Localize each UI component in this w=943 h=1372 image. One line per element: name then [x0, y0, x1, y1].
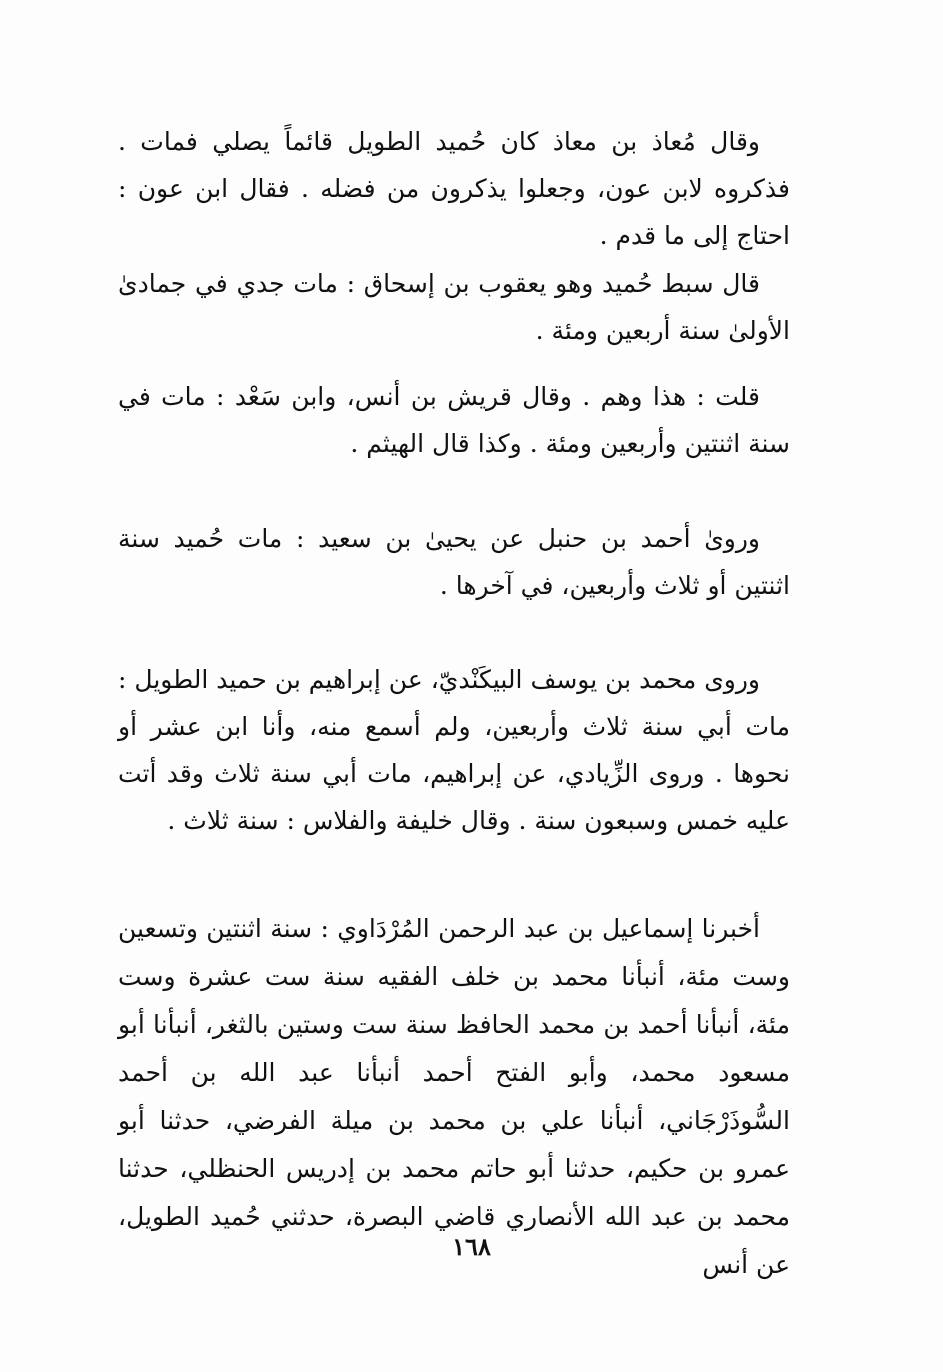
paragraph-muadh	[118, 118, 790, 259]
page-number: ١٦٨	[452, 1232, 491, 1261]
paragraph-text: قلت : هذا وهم . وقال قريش بن أنس، وابن سَعْد : مات في سنة اثنتين وأربعين ومئة . وكذا قال الهيثم .	[118, 382, 790, 458]
paragraph-al-baykandi	[118, 656, 790, 844]
paragraph-text: أخبرنا إسماعيل بن عبد الرحمن المُرْدَاوي : سنة اثنتين وتسعين وست مئة، أنبأنا محمد بن خلف الفقيه سنة ست عشرة وست مئة، أنبأنا أحمد بن محمد الحافظ سنة ست وستين بالثغر، أنبأنا أبو مسعود محمد، وأبو الفتح أحمد أنبأنا عبد الله بن أحمد السُّوذَرْجَاني، أنبأنا علي بن محمد بن ميلة الفرضي، حدثنا أبو عمرو بن حكيم، حدثنا أبو حاتم محمد بن إدريس الحنظلي، حدثنا محمد بن عبد الله الأنصاري قاضي البصرة، حدثني حُميد الطويل، عن أنس	[118, 914, 790, 1279]
paragraph-qultu	[118, 373, 790, 467]
paragraph-text: وروى محمد بن يوسف البيكَنْديّ، عن إبراهيم بن حميد الطويل : مات أبي سنة ثلاث وأربعين، ولم أسمع منه، وأنا ابن عشر أو نحوها . وروى الزِّيادي، عن إبراهيم، مات أبي سنة ثلاث وقد أتت عليه خمس وسبعون سنة . وقال خليفة والفلاس : سنة ثلاث .	[118, 665, 790, 835]
paragraph-text: قال سبط حُميد وهو يعقوب بن إسحاق : مات جدي في جمادىٰ الأولىٰ سنة أربعين ومئة .	[118, 269, 790, 345]
paragraph-sibt-humaid	[118, 260, 790, 354]
paragraph-text: ورویٰ أحمد بن حنبل عن يحيىٰ بن سعيد : مات حُميد سنة اثنتين أو ثلاث وأربعين، في آخرها .	[118, 524, 790, 600]
paragraph-text: وقال مُعاذ بن معاذ كان حُميد الطويل قائماً يصلي فمات . فذكروه لابن عون، وجعلوا يذكرون من فضله . فقال ابن عون : احتاج إلى ما قدم .	[118, 127, 790, 250]
paragraph-ahmad-ibn-hanbal	[118, 515, 790, 609]
